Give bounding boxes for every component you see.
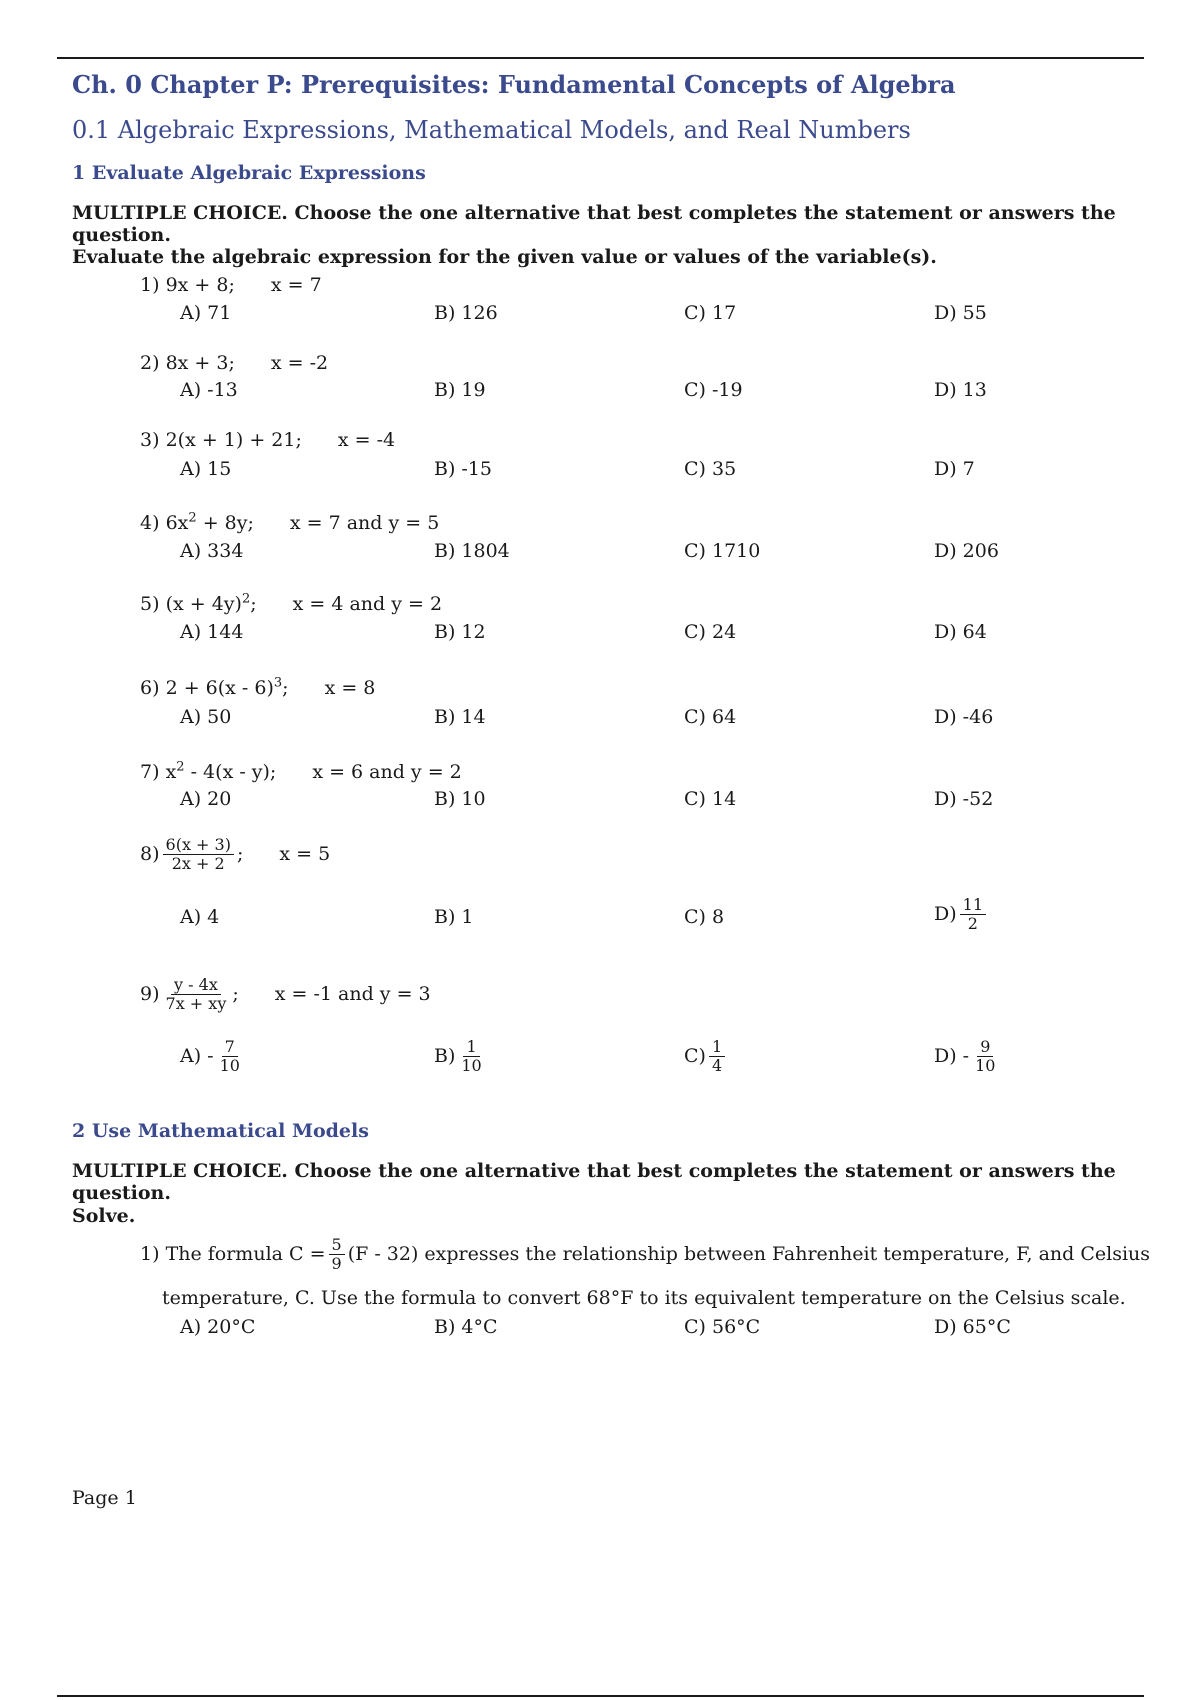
choice-c[interactable] (684, 1038, 728, 1074)
choice-a[interactable]: A) -13 (180, 379, 238, 401)
choice-label: D) - (934, 1045, 970, 1068)
choice-label: B) (434, 1045, 456, 1068)
question-8 (140, 836, 330, 872)
question-number: 7) (140, 761, 160, 783)
question-given: x = 4 and y = 2 (292, 593, 443, 615)
problem-1 (140, 1232, 1151, 1320)
choice-c[interactable]: C) 1710 (684, 540, 761, 562)
choice-b[interactable] (434, 1038, 488, 1074)
question-3 (140, 429, 395, 451)
fraction-denominator: 9 (331, 1253, 342, 1273)
expr-exponent: 2 (241, 591, 251, 607)
fraction-numerator: 6(x + 3) (163, 836, 234, 855)
question-given: x = -4 (337, 429, 396, 451)
fraction-denominator: 10 (461, 1055, 482, 1075)
fraction-numerator: 1 (463, 1038, 479, 1057)
problem-number: 1) (140, 1243, 160, 1265)
question-number: 6) (140, 677, 160, 699)
question-given: x = 8 (324, 677, 376, 699)
choice-d[interactable]: D) 64 (934, 621, 987, 643)
chapter-title: Ch. 0 Chapter P: Prerequisites: Fundamental Concepts of Algebra (72, 70, 956, 99)
fraction-numerator: 9 (977, 1038, 993, 1057)
choice-a[interactable]: A) 15 (180, 458, 232, 480)
question-number: 9) (140, 983, 160, 1006)
expr-tail: - 4(x - y); (184, 761, 277, 783)
choice-b[interactable]: B) 1804 (434, 540, 510, 562)
question-given: x = 7 and y = 5 (289, 512, 440, 534)
choice-d[interactable]: D) 65°C (934, 1316, 1011, 1338)
mc-instruction-1: MULTIPLE CHOICE. Choose the one alternative that best completes the statement or answers the question. (72, 202, 1116, 246)
choice-a[interactable] (180, 1038, 246, 1074)
question-number: 4) (140, 512, 160, 534)
fraction-numerator: 5 (329, 1236, 345, 1255)
choice-c[interactable]: C) 64 (684, 706, 737, 728)
choice-c[interactable]: C) -19 (684, 379, 743, 401)
choice-b[interactable]: B) 19 (434, 379, 486, 401)
question-number: 3) (140, 429, 160, 451)
choice-fraction (217, 1038, 243, 1074)
choice-a[interactable]: A) 71 (180, 302, 232, 324)
question-expression (166, 761, 277, 783)
question-number: 8) (140, 843, 160, 866)
expr-tail: ; (282, 677, 289, 699)
fraction-denominator: 7x + xy (165, 993, 227, 1013)
choice-d[interactable] (934, 896, 989, 932)
expr-base: 2 + 6(x - 6) (165, 677, 274, 699)
question-7 (140, 761, 462, 783)
eval-instruction: Evaluate the algebraic expression for the given value or values of the variable(s). (72, 246, 937, 268)
choice-label: C) (684, 1045, 706, 1068)
fraction-numerator: 7 (222, 1038, 238, 1057)
question-9 (140, 976, 431, 1012)
question-expression (166, 512, 254, 534)
bottom-rule (57, 1695, 1144, 1697)
formula-fraction (329, 1236, 345, 1272)
expr-tail: ; (232, 983, 239, 1006)
choice-b[interactable]: B) -15 (434, 458, 493, 480)
choice-a[interactable]: A) 20°C (180, 1316, 256, 1338)
expr-tail: + 8y; (196, 512, 254, 534)
expr-base: 6x (165, 512, 189, 534)
choice-c[interactable]: C) 35 (684, 458, 737, 480)
problem-text-line2: temperature, C. Use the formula to convert 68°F to its equivalent temperature on the Celsius scale. (162, 1287, 1126, 1309)
page-number: Page 1 (72, 1487, 137, 1509)
section-title: 0.1 Algebraic Expressions, Mathematical Models, and Real Numbers (72, 116, 911, 144)
expression-fraction (163, 976, 230, 1012)
fraction-denominator: 2 (967, 913, 978, 933)
question-given: x = -1 and y = 3 (274, 983, 431, 1006)
expr-tail: ; (236, 843, 244, 866)
choice-fraction (972, 1038, 998, 1074)
question-given: x = 7 (270, 274, 322, 296)
choice-a[interactable]: A) 4 (180, 906, 220, 928)
expr-tail: ; (250, 593, 257, 615)
choice-d[interactable]: D) -46 (934, 706, 994, 728)
choice-c[interactable]: C) 17 (684, 302, 737, 324)
choice-d[interactable]: D) 55 (934, 302, 987, 324)
fraction-denominator: 10 (975, 1055, 996, 1075)
choice-c[interactable]: C) 56°C (684, 1316, 761, 1338)
choice-fraction (709, 1038, 725, 1074)
question-expression (166, 677, 289, 699)
top-rule (57, 57, 1144, 59)
question-expression: 8x + 3; (165, 352, 235, 374)
expr-base: (x + 4y) (165, 593, 242, 615)
choice-label: A) - (180, 1045, 214, 1068)
choice-d[interactable]: D) -52 (934, 788, 994, 810)
fraction-denominator: 2x + 2 (171, 853, 225, 873)
problem-text-start: The formula C = (165, 1243, 326, 1265)
choice-b[interactable]: B) 4°C (434, 1316, 498, 1338)
choice-b[interactable]: B) 14 (434, 706, 486, 728)
question-expression: 9x + 8; (165, 274, 235, 296)
question-given: x = 5 (279, 843, 331, 866)
expr-exponent: 2 (176, 759, 185, 775)
choice-d[interactable]: D) 7 (934, 458, 975, 480)
question-number: 5) (140, 593, 160, 615)
question-given: x = 6 and y = 2 (312, 761, 462, 783)
question-expression (166, 593, 257, 615)
choice-b[interactable]: B) 12 (434, 621, 486, 643)
question-number: 2) (140, 352, 160, 374)
question-4 (140, 512, 439, 534)
choice-d[interactable]: D) 206 (934, 540, 999, 562)
fraction-denominator: 4 (711, 1055, 723, 1075)
question-expression: 2(x + 1) + 21; (165, 429, 302, 451)
expression-fraction (163, 836, 234, 872)
fraction-numerator: 1 (709, 1038, 725, 1057)
fraction-denominator: 10 (219, 1055, 240, 1075)
expr-exponent: 2 (188, 510, 197, 526)
choice-c[interactable]: C) 14 (684, 788, 737, 810)
choice-b[interactable]: B) 10 (434, 788, 486, 810)
fraction-numerator: 11 (960, 896, 986, 915)
mc-instruction-2: MULTIPLE CHOICE. Choose the one alternative that best completes the statement or answers the question. (72, 1160, 1116, 1204)
choice-b[interactable]: B) 1 (434, 906, 474, 928)
choice-a[interactable]: A) 20 (180, 788, 232, 810)
question-2 (140, 352, 328, 374)
objective-heading-2: 2 Use Mathematical Models (72, 1120, 369, 1142)
choice-d[interactable] (934, 1038, 1001, 1074)
choice-a[interactable]: A) 334 (180, 540, 244, 562)
choice-c[interactable]: C) 24 (684, 621, 737, 643)
question-1 (140, 274, 322, 296)
question-number: 1) (140, 274, 160, 296)
question-given: x = -2 (270, 352, 329, 374)
solve-label: Solve. (72, 1205, 136, 1227)
problem-text-end: (F - 32) expresses the relationship between Fahrenheit temperature, F, and Celsius (347, 1243, 1151, 1265)
choice-fraction (960, 896, 986, 932)
fraction-numerator: y - 4x (171, 976, 221, 995)
expr-exponent: 3 (273, 675, 283, 691)
choice-label: D) (934, 903, 957, 926)
choice-c[interactable]: C) 8 (684, 906, 725, 928)
choice-a[interactable]: A) 144 (180, 621, 244, 643)
choice-a[interactable]: A) 50 (180, 706, 232, 728)
choice-b[interactable]: B) 126 (434, 302, 498, 324)
choice-d[interactable]: D) 13 (934, 379, 987, 401)
expr-base: x (165, 761, 177, 783)
objective-heading-1: 1 Evaluate Algebraic Expressions (72, 162, 426, 184)
question-5 (140, 593, 442, 615)
question-6 (140, 677, 375, 699)
choice-fraction (458, 1038, 484, 1074)
